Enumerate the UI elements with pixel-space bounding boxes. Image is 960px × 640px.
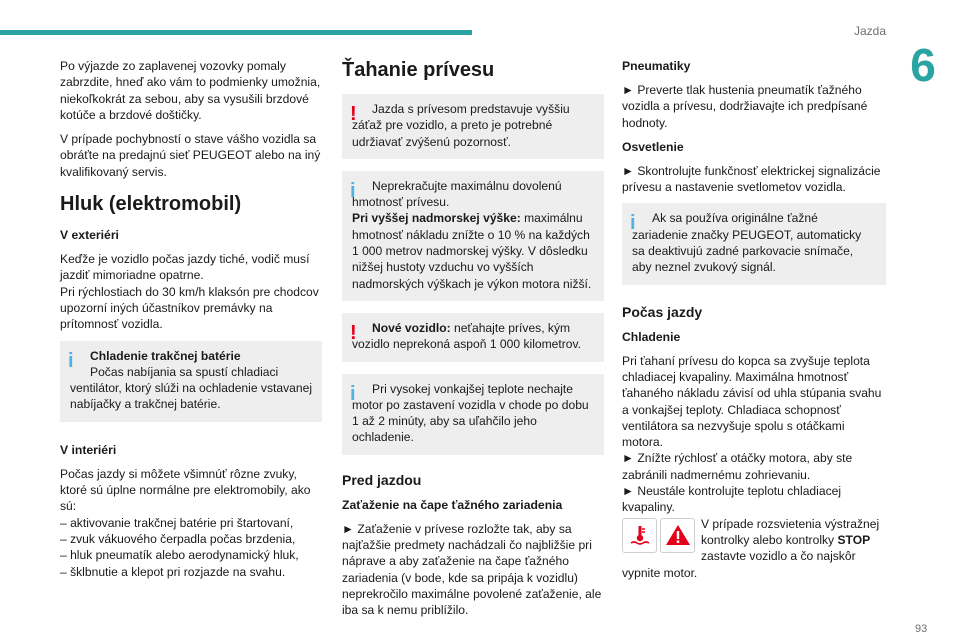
warning-icon: ! bbox=[350, 321, 357, 344]
info-box-temperature bbox=[342, 374, 604, 455]
info-text: Počas nabíjania sa spustí chladiaci ventilátor, ktorý slúži na ochladenie vstavanej nabíjačky a trakčnej batérie. bbox=[70, 364, 313, 412]
info-text-altitude: Pri vyššej nadmorskej výške: maximálnu hmotnosť nákladu znížte o 10 % na každých 1 000 metrov nadmorskej výšky. V dôsledku nižšej hustoty vzduchu vo vyšších nadmorských výškach je výkon motora nižší. bbox=[352, 211, 592, 291]
chapter-number: 6 bbox=[910, 39, 936, 91]
section-title: Jazda bbox=[853, 24, 886, 38]
warning-text: Jazda s prívesom predstavuje vyššiu záťaž pre vozidlo, a preto je potrebné udržiavať zvýšenú pozornosť. bbox=[352, 102, 570, 149]
column-3 bbox=[622, 58, 886, 589]
info-box-parking-sensors bbox=[622, 203, 886, 284]
subheading-lighting: Osvetlenie bbox=[622, 139, 684, 154]
column-2 bbox=[342, 58, 604, 627]
warning-box-load bbox=[342, 94, 604, 159]
warning-icon: ! bbox=[350, 103, 357, 125]
info-icon: i bbox=[630, 212, 636, 235]
subheading-exterior: V exteriéri bbox=[60, 228, 119, 243]
warning-text: Nové vozidlo: neťahajte príves, kým vozidlo neprekoná aspoň 1 000 kilometrov. bbox=[352, 320, 582, 352]
heading-noise: Hluk (elektromobil) bbox=[60, 193, 242, 216]
paragraph: Pri rýchlostiach do 30 km/h klaksón pre chodcov upozorní iných účastníkov premávky na prítomnosť vozidla. bbox=[60, 284, 319, 332]
paragraph: V prípade rozsvietenia výstražnej kontrolky alebo kontrolky STOP zastavte vozidlo a čo najskôr vypnite motor. bbox=[622, 516, 880, 580]
warning-lamps bbox=[622, 518, 695, 553]
paragraph: ► Zaťaženie v prívese rozložte tak, aby sa najťažšie predmety nachádzali čo najbližšie pri náprave a aby zaťaženie na čape ťažného zariadenia (v bode, kde sa pripája k vozidlu) neprekročilo maximálne povolené zaťaženie, ale iba sa k nemu priblížilo. bbox=[342, 521, 602, 618]
subheading-cooling: Chladenie bbox=[622, 329, 681, 344]
paragraph: ► Preverte tlak hustenia pneumatík ťažného vozidla a prívesu, dodržiavajte ich predpísané hodnoty. bbox=[622, 83, 868, 130]
info-icon: i bbox=[350, 179, 356, 202]
info-box-weight bbox=[342, 171, 604, 301]
info-text: Pri vysokej vonkajšej teplote nechajte motor po zastavení vozidla v chode po dobu 1 až 2 minúty, aby sa uľahčilo jeho ochladenie. bbox=[352, 381, 589, 445]
info-box-battery-cooling bbox=[60, 341, 322, 422]
list-item: – šklbnutie a klepot pri rozjazde na svahu. bbox=[60, 564, 286, 579]
coolant-temperature-warning-icon bbox=[622, 518, 657, 553]
paragraph: V prípade pochybností o stave vášho vozidla sa obráťte na predajnú sieť PEUGEOT alebo na iný kvalifikovaný servis. bbox=[60, 132, 321, 179]
stop-warning-paragraph bbox=[622, 516, 886, 581]
info-icon: i bbox=[350, 382, 356, 405]
page-number: 93 bbox=[915, 623, 928, 635]
info-icon: i bbox=[68, 349, 74, 372]
info-text: Neprekračujte maximálnu dovolenú hmotnosť prívesu. bbox=[352, 178, 562, 210]
info-title: Chladenie trakčnej batérie bbox=[90, 348, 241, 363]
list-item: – aktivovanie trakčnej batérie pri štartovaní, bbox=[60, 515, 294, 530]
paragraph: Počas jazdy si môžete všimnúť rôzne zvuky, ktoré sú úplne normálne pre elektromobily, ako sú: bbox=[60, 466, 311, 514]
header-accent-bar bbox=[0, 30, 472, 35]
list-item: – zvuk vákuového čerpadla počas brzdenia, bbox=[60, 531, 296, 546]
paragraph: ► Skontrolujte funkčnosť elektrickej signalizácie prívesu a nastavenie svetlometov vozidla. bbox=[622, 163, 881, 195]
heading-before-driving: Pred jazdou bbox=[342, 471, 422, 488]
paragraph: Keďže je vozidlo počas jazdy tiché, vodič musí jazdiť mimoriadne opatrne. bbox=[60, 252, 310, 283]
subheading-hitch-load: Zaťaženie na čape ťažného zariadenia bbox=[342, 497, 563, 512]
warning-box-new-vehicle bbox=[342, 313, 604, 362]
heading-towing: Ťahanie prívesu bbox=[342, 59, 495, 81]
info-text: Ak sa používa originálne ťažné zariadenie značky PEUGEOT, automaticky sa deaktivujú zadné parkovacie snímače, aby neznel zvukový signál. bbox=[632, 211, 862, 275]
paragraph: ► Znížte rýchlosť a otáčky motora, aby ste zabránili nadmernému zohrievaniu. bbox=[622, 451, 853, 482]
paragraph: Po výjazde zo zaplavenej vozovky pomaly zabrzdite, hneď ako vám to podmienky umožnia, niekoľkokrát za sebou, aby sa vysušili brzdové kotúče a brzdové doštičky. bbox=[60, 59, 321, 122]
paragraph: ► Neustále kontrolujte teplotu chladiacej kvapaliny. bbox=[622, 484, 842, 515]
column-1 bbox=[60, 58, 322, 588]
noise-list bbox=[60, 515, 322, 580]
heading-while-driving: Počas jazdy bbox=[622, 303, 703, 320]
paragraph: Pri ťahaní prívesu do kopca sa zvyšuje teplota chladiacej kvapaliny. Maximálna hmotnosť ťahaného nákladu závisí od uhla stúpania svahu a vonkajšej teploty. Chladiaca schopnosť ventilátora sa nezvyšuje spolu s otáčkami motora. bbox=[622, 353, 882, 450]
subheading-tyres: Pneumatiky bbox=[622, 59, 691, 73]
list-item: – hluk pneumatík alebo aerodynamický hluk, bbox=[60, 548, 299, 563]
subheading-interior: V interiéri bbox=[60, 442, 117, 457]
stop-warning-triangle-icon bbox=[660, 518, 695, 553]
